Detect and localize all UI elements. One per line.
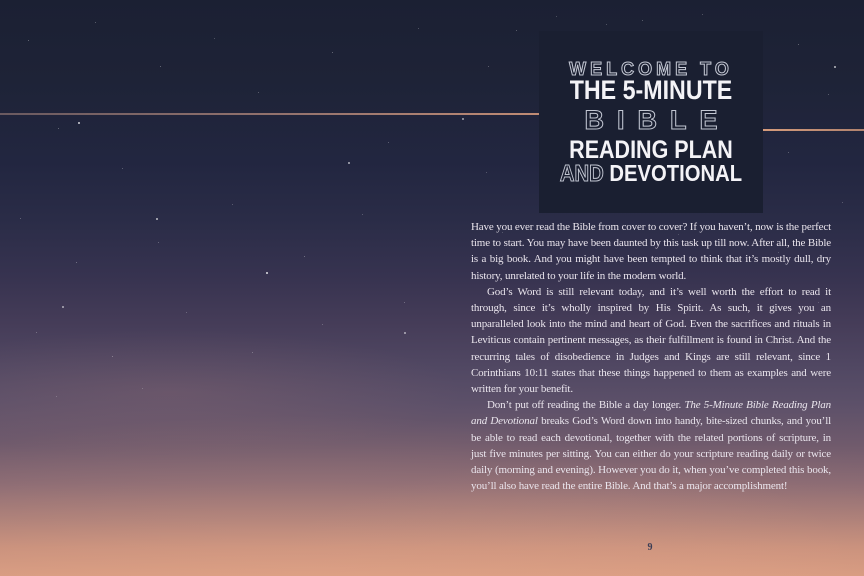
- title-line-and-devotional: [552, 162, 749, 185]
- decorative-rule-right: [757, 129, 864, 131]
- title-line-the-5-minute: THE 5-MINUTE: [569, 75, 733, 105]
- title-word-devotional: DEVOTIONAL: [609, 160, 743, 186]
- title-word-and: AND: [559, 160, 604, 186]
- decorative-rule-left: [0, 113, 545, 115]
- paragraph-3-book-title-italic: The 5-Minute Bible Reading Plan and Devotional: [471, 399, 831, 428]
- title-line-bible: BIBLE: [584, 105, 731, 135]
- body-paragraph-3: [471, 397, 831, 494]
- title-line-reading-plan: READING PLAN: [569, 136, 733, 164]
- paragraph-3-text-before-title: Don’t put off reading the Bible a day longer.: [487, 399, 685, 412]
- body-text-block: [471, 219, 831, 494]
- body-paragraph-2: God’s Word is still relevant today, and it’s well worth the effort to read it through, since it’s wholly inspired by His Spirit. As such, it gives you an unparalleled look into the mind and heart of God. Even the sacrifices and rituals in Leviticus contain pertinent messages, as their fulfillment is found in Christ. And the recurring tales of disobedience in Judges and Kings are still relevant, since 1 Corinthians 10:11 states that these things happened to them as examples and were written for your benefit.: [471, 285, 831, 396]
- stars-bright-layer: [0, 0, 2, 2]
- page-number: 9: [647, 542, 653, 553]
- paragraph-3-text-after-title: breaks God’s Word down into handy, bite-sized chunks, and you’ll be able to read each devotional, together with the related portions of scripture, in just five minutes per sitting. You can either do your scripture reading daily or twice daily (morning and evening). However you do it, when you’ve completed this book, you’ll also have read the entire Bible. And that’s a major accomplishment!: [471, 415, 832, 493]
- body-paragraph-1: Have you ever read the Bible from cover to cover? If you haven’t, now is the perfect time to start. You may have been daunted by this task up till now. After all, the Bible is a big book. And you might have been tempted to think that it’s mostly dull, dry history, unrelated to your life in the modern world.: [471, 221, 831, 282]
- title-line-welcome-to: WELCOME TO: [569, 59, 733, 79]
- title-block: [539, 31, 763, 213]
